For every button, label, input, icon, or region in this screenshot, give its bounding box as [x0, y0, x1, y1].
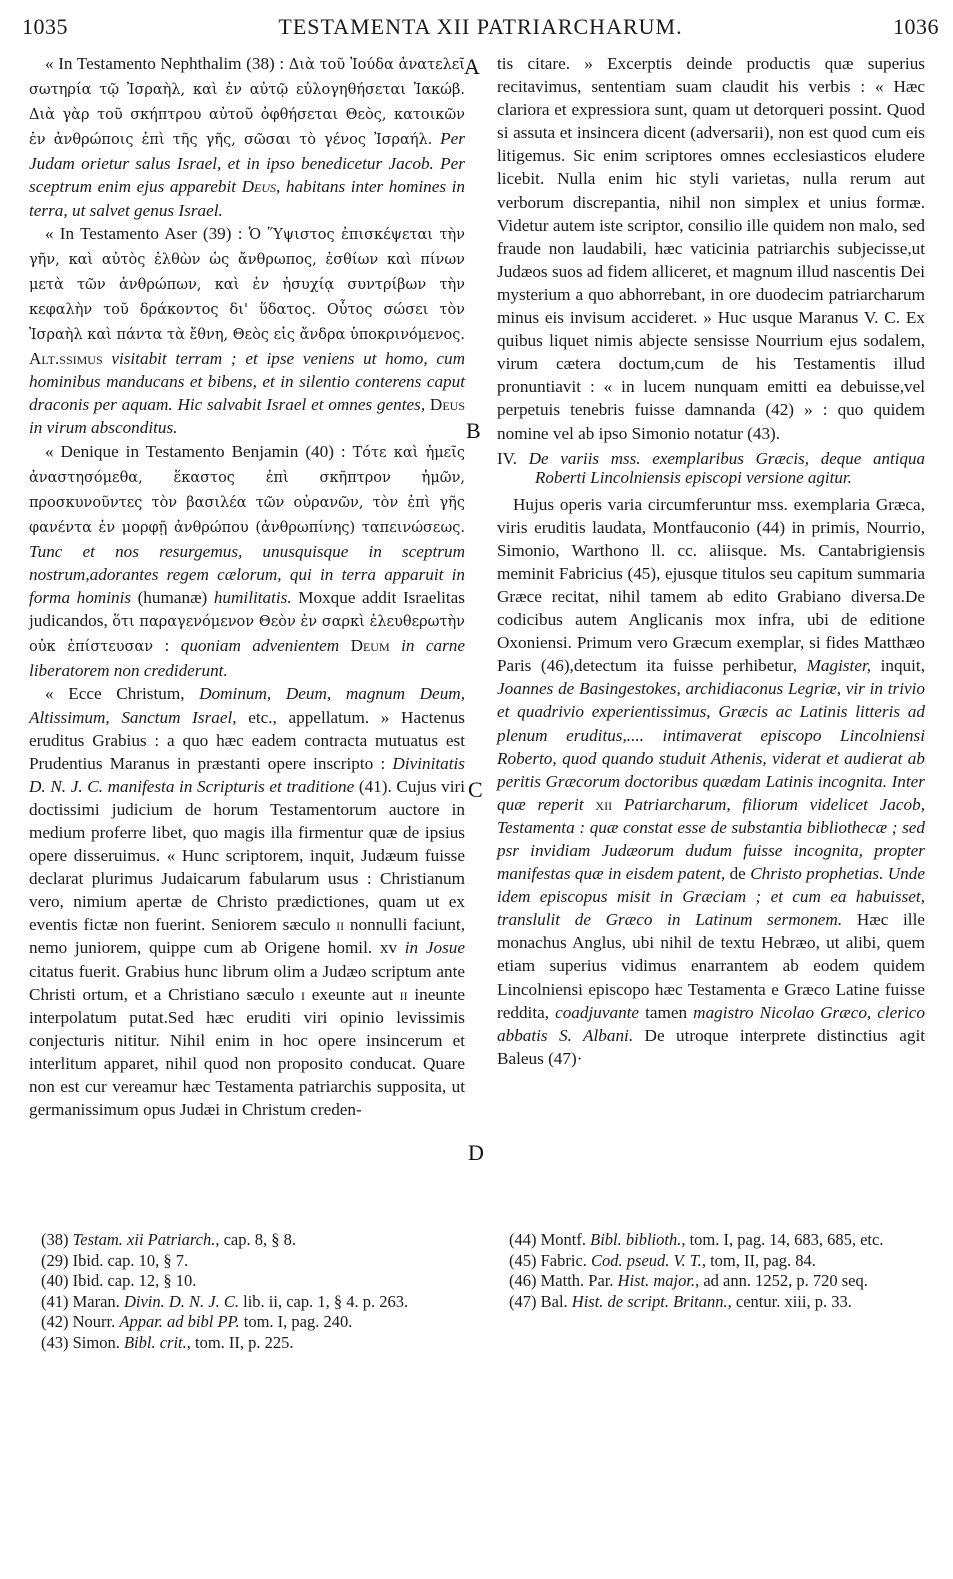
- right-column: [497, 52, 925, 1070]
- footnote: (45) Fabric. Cod. pseud. V. T., tom, II, pag. 84.: [509, 1250, 816, 1270]
- greek-quote: Διὰ τοῦ Ἰούδα ἀνατελεῖ σωτηρία τῷ Ἰσραὴλ, καὶ ἐν αὐτῷ εὐλογηθήσεται Ἰακώβ. Διὰ γὰρ τοῦ σκήπτρου αὐτοῦ ὀφθήσεται Θεὸς, κατοικῶν ἐν ἀνθρώποις ἐπὶ τῆς γῆς, σῶσαι τὸ γένος Ἰσραήλ.: [29, 57, 465, 149]
- paragraph-maranus: tis citare. » Excerptis deinde productis quæ superius recitavimus, sententiam suam claudit his verbis : « Hæc clariora et expressiora sunt, quam ut detorqueri possint. Quod si assuta et insincera dicent (adversarii), non est quod cum eis litigemus. Sic enim scriptores omnes ecclesiasticos eludere licebit. Nulla enim hic styli varietas, nulla rerum aut verborum discrepantia, nihil non simplex et unius formæ. Videtur autem iste scriptor, consilio ille quidem non malo, sed fraude non laudabili, hæc vaticinia patriarchis subjecisse,ut Judæos suos ad fidem alliceret, et magnum illud nascentis Dei mysterium a quo abhorrebant, in ore duodecim patriarcharum minus eis invisum accideret. » Huc usque Maranus V. C. Ex quibus liquet nimis abjecte sensisse Nourrium ejus sodalem, virum cætera doctum,cum de his Testamentis illud pronuntiavit : « in lucem nunquam emitti ea debuisse,vel perpetuis tenebris fuisse damnanda (42) » : quo quidem nomine vel ab ipso Simonio notatur (43).: [497, 54, 925, 443]
- page-number-right: 1036: [893, 14, 939, 39]
- footnote: (29) Ibid. cap. 10, § 7.: [41, 1250, 189, 1270]
- greek-quote: Τότε καὶ ἡμεῖς ἀναστησόμεθα, ἕκαστος ἐπὶ σκῆπτρον ἡμῶν, προσκυνοῦντες τὸν βασιλέα τῶν οὐρανῶν, τὸν ἐπὶ γῆς φανέντα ἐν μορφῇ ἀνθρώπου (ἀνθρωπίνης) ταπεινώσεως.: [29, 444, 465, 536]
- paragraph-manuscripts: Hujus operis varia circumferuntur mss. exemplaria Græca, viris eruditis laudata, Montfauconio (44) in primis, Nourrio, Simonio, Warthono ll. cc. aliisque. Ms. Cantabrigiensis meminit Fabricius (45), ejusque titulos seu capitum summaria Græce recitat, nihil tamem ab edito Grabiano diversa.De codicibus autem Anglicanis mox infra, ubi de editione Oxoniensi. Primum vero Græcum exemplar, si fides Matthæo Paris (46),detectum ita fuisse perhibetur, Magister, inquit, Joannes de Basingestokes, archidiaconus Legriæ, vir in trivio et quadrivio experientissimus, Græcis ac Latinis litteris ad plenum eruditus,.... intimaverat episcopo Lincolniensi Roberto, quod quando studuit Athenis, viderat et audierat ab peritis Græcorum doctoribus quædam Latinis incognita. Inter quæ reperit xii Patriarcharum, filiorum videlicet Jacob, Testamenta : quæ constat esse de substantia bibliothecæ ; sed psr invidiam Judæorum dudum fuisse incognita, propter manifestas quæ in eisdem patent, de Christo prophetias. Unde idem episcopus misit in Græciam ; et cum ea habuisset, translulit de Græco in Latinum sermonem. Hæc ille monachus Anglus, ubi nihil de textu Hebræo, ut alibi, quem etiam superius vidimus enarrantem ab eodem quidem Lincolniensi episcopo hæc Testamenta e Græco Latine fuisse reddita, coadjuvante tamen magistro Nicolao Græco, clerico abbatis S. Albani. De utroque interprete distinctius agit Baleus (47)·: [497, 494, 926, 1068]
- page-header: [22, 14, 939, 44]
- paragraph-aser: « In Testamento Aser (39) : Ὁ Ὕψιστος ἐπισκέψεται τὴν γῆν, καὶ αὐτὸς ἐλθὼν ὡς ἄνθρωπος, ἐσθίων καὶ πίνων μετὰ τῶν ἀνθρώπων, καὶ ἐν ἡσυχίᾳ συντρίβων τὴν κεφαλὴν τοῦ δράκοντος δι' ὕδατος. Οὗτος σώσει τὸν Ἰσραὴλ καὶ πάντα τὰ ἔθνη, Θεὸς εἰς ἄνδρα ὑποκρινόμενος. Alt.ssimus visitabit terram ; et ipse veniens ut homo, cum hominibus manducans et bibens, et in silentio conterens caput draconis per aquam. Hic salvabit Israel et omnes gentes, Deus in virum absconditus.: [29, 223, 465, 438]
- section-marker-a: A: [464, 54, 480, 79]
- footnote: (46) Matth. Par. Hist. major., ad ann. 1252, p. 720 seq.: [509, 1271, 868, 1291]
- section-marker-d: D: [468, 1140, 484, 1165]
- footnote: (41) Maran. Divin. D. N. J. C. lib. ii, cap. 1, § 4. p. 263.: [41, 1291, 409, 1311]
- paragraph-benjamin: « Denique in Testamento Benjamin (40) : Τότε καὶ ἡμεῖς ἀναστησόμεθα, ἕκαστος ἐπὶ σκῆπτρον ἡμῶν, προσκυνοῦντες τὸν βασιλέα τῶν οὐρανῶν, τὸν ἐπὶ γῆς φανέντα ἐν μορφῇ ἀνθρώπου (ἀνθρωπίνης) ταπεινώσεως. Tunc et nos resurgemus, unusquisque in sceptrum nostrum,adorantes regem cælorum, qui in terra apparuit in forma hominis (humanæ) humilitatis. Moxque addit Israelitas judicandos, ὅτι παραγενόμενον Θεὸν ἐν σαρκὶ ἐλευθερωτὴν οὐκ ἐπίστευσαν : quoniam advenientem Deum in carne liberatorem non crediderunt.: [29, 441, 465, 681]
- paragraph-grabius: « Ecce Christum, Dominum, Deum, magnum Deum, Altissimum, Sanctum Israel, etc., appellatum. » Hactenus eruditus Grabius : a quo hæc eadem contracta mutuatus est Prudentius Maranus in præstanti opere inscripto : Divinitatis D. N. J. C. manifesta in Scripturis et traditione (41). Cujus viri doctissimi judicium de horum Testamentorum auctore in medium proferre libet, quo magis illa firmentur quæ de ipsius opere disseruimus. « Hunc scriptorem, inquit, Judæum fuisse declarat plurimus Judaicarum fabularum usus : Christianum vero, nimium apertæ de Christo prædictiones, quam ut ex eventis fictæ non fuerint. Seniorem sæculo ii nonnulli faciunt, nemo juniorem, quippe cum ab Origene homil. xv in Josue citatus fuerit. Grabius hunc librum olim a Judæo scriptum ante Christi ortum, et a Christiano sæculo i exeunte aut ii ineunte interpolatum putat.Sed hæc eruditi viri opinio levissimis conjecturis nititur. Nihil enim in hoc opere insincerum et interlitum apparet, nihil quod non proposito conducat. Quare non est cur vereamur hæc Testamenta patriarchis supposita, ut germanissimum opus Judæi in Christum creden-: [29, 684, 465, 1120]
- footnotes-left: [29, 1230, 459, 1354]
- footnote: (47) Bal. Hist. de script. Britann., centur. xiii, p. 33.: [509, 1291, 852, 1311]
- greek-quote: Ὁ Ὕψιστος ἐπισκέψεται τὴν γῆν, καὶ αὐτὸς ἐλθὼν ὡς ἄνθρωπος, ἐσθίων καὶ πίνων μετὰ τῶν ἀνθρώπων, καὶ ἐν ἡσυχίᾳ συντρίβων τὴν κεφαλὴν τοῦ δράκοντος δι' ὕδατος. Οὗτος σώσει τὸν Ἰσραὴλ καὶ πάντα τὰ ἔθνη, Θεὸς εἰς ἄνδρα ὑποκρινόμενος.: [29, 226, 465, 344]
- footnote: (43) Simon. Bibl. crit., tom. II, p. 225.: [41, 1332, 294, 1352]
- running-title: TESTAMENTA XII PATRIARCHARUM.: [278, 14, 683, 39]
- paragraph-nephthalim: « In Testamento Nephthalim (38) : Διὰ τοῦ Ἰούδα ἀνατελεῖ σωτηρία τῷ Ἰσραὴλ, καὶ ἐν αὐτῷ εὐλογηθήσεται Ἰακώβ. Διὰ γὰρ τοῦ σκήπτρου αὐτοῦ ὀφθήσεται Θεὸς, κατοικῶν ἐν ἀνθρώποις ἐπὶ τῆς γῆς, σῶσαι τὸ γένος Ἰσραήλ. Per Judam orietur salus Israel, et in ipso benedicetur Jacob. Per sceptrum enim ejus apparebit Deus, habitans inter homines in terra, ut salvet genus Israel.: [29, 54, 465, 220]
- section-marker-c: C: [468, 777, 483, 802]
- footnote: (40) Ibid. cap. 12, § 10.: [41, 1271, 197, 1291]
- footnote: (44) Montf. Bibl. biblioth., tom. I, pag. 14, 683, 685, etc.: [509, 1230, 884, 1249]
- footnote: (38) Testam. xii Patriarch., cap. 8, § 8.: [41, 1230, 297, 1249]
- section-marker-b: B: [466, 418, 481, 443]
- footnotes-right: [497, 1230, 925, 1312]
- page-number-left: 1035: [22, 14, 68, 39]
- section-heading: IV. De variis mss. exemplaribus Græcis, deque antiqua Roberti Lincolniensis episcopi versione agitur.: [497, 448, 925, 487]
- left-column: [29, 52, 465, 1121]
- footnote: (42) Nourr. Appar. ad bibl PP. tom. I, pag. 240.: [41, 1312, 353, 1332]
